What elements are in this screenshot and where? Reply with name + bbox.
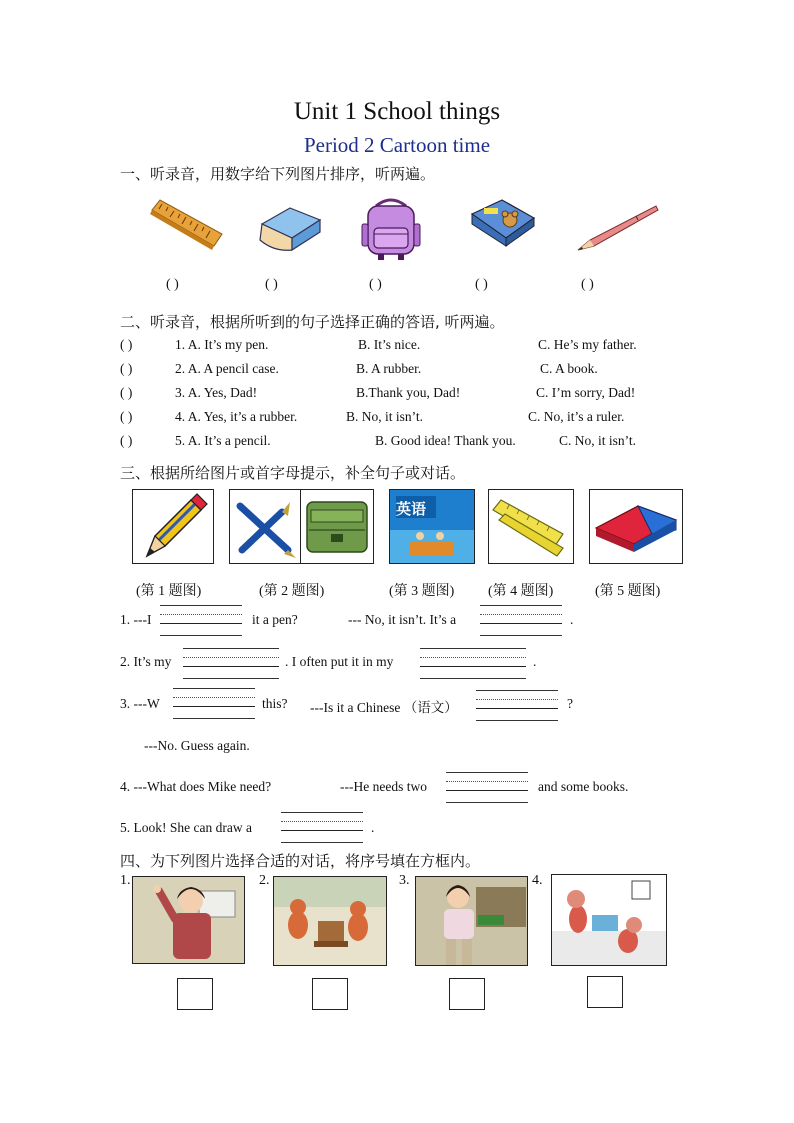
q2-blank-1[interactable] [183, 648, 279, 679]
caption-1: (第 1 题图) [136, 584, 202, 599]
q4-blank[interactable] [446, 772, 528, 803]
choice-a-2: 2. A. A pencil case. [175, 361, 279, 376]
choice-c-1: C. He’s my father. [538, 337, 637, 352]
choice-a-3: 3. A. Yes, Dad! [175, 385, 258, 400]
q3-prefix: 3. ---W [120, 696, 160, 711]
q3-middle: this? [262, 696, 288, 711]
choice-paren-1[interactable]: ( ) [120, 337, 133, 352]
caption-3: (第 3 题图) [389, 584, 455, 599]
q3-blank-1[interactable] [173, 688, 255, 719]
q2-middle: . I often put it in my [285, 654, 394, 669]
caption-2: (第 2 题图) [259, 584, 325, 599]
schoolbag-picture [356, 194, 426, 264]
q1-blank-1[interactable] [160, 605, 242, 636]
dialogue-picture-3 [415, 876, 528, 966]
choice-paren-5[interactable]: ( ) [120, 433, 133, 448]
choice-a-1: 1. A. It’s my pen. [175, 337, 269, 352]
dialogue-picture-1 [132, 876, 245, 964]
choice-paren-3[interactable]: ( ) [120, 385, 133, 400]
choice-b-3: B.Thank you, Dad! [356, 385, 461, 400]
q1-answer: --- No, it isn’t. It’s a [348, 612, 457, 627]
picture-number-2: 2. [259, 873, 270, 888]
q1-middle: it a pen? [252, 612, 298, 627]
choice-b-4: B. No, it isn’t. [346, 409, 424, 424]
dialogue-picture-4 [551, 874, 667, 966]
dialogue-picture-2 [273, 876, 387, 966]
choice-c-4: C. No, it’s a ruler. [528, 409, 625, 424]
q4-answer: ---He needs two [340, 779, 427, 794]
question4-ruler-picture [488, 489, 574, 564]
pencil-case-picture [466, 194, 538, 250]
question2-pencil-case-picture [300, 489, 374, 564]
section1-heading: 一、听录音，用数字给下列图片排序，听两遍。 [120, 165, 436, 183]
rubber-picture [254, 200, 324, 255]
answer-paren-2[interactable]: ( ) [265, 277, 278, 292]
picture-number-3: 3. [399, 873, 410, 888]
question1-pencil-picture [132, 489, 214, 564]
picture-number-4: 4. [532, 873, 543, 888]
book-title: 英语 [396, 500, 427, 518]
question5-rubber-picture [589, 489, 683, 564]
q1-blank-2[interactable] [480, 605, 562, 636]
answer-paren-3[interactable]: ( ) [369, 277, 382, 292]
question2-pen-picture [229, 489, 301, 564]
choice-a-4: 4. A. Yes, it’s a rubber. [175, 409, 298, 424]
answer-paren-5[interactable]: ( ) [581, 277, 594, 292]
q1-end: . [570, 612, 574, 627]
q3-blank-2[interactable] [476, 690, 558, 721]
choice-c-5: C. No, it isn’t. [559, 433, 637, 448]
choice-c-2: C. A book. [540, 361, 598, 376]
section3-heading: 三、根据所给图片或首字母提示，补全句子或对话。 [120, 464, 466, 482]
answer-box-2[interactable] [312, 978, 348, 1010]
q4-question: 4. ---What does Mike need? [120, 779, 272, 794]
answer-box-1[interactable] [177, 978, 213, 1010]
q5-end: . [371, 820, 375, 835]
choice-b-2: B. A rubber. [356, 361, 422, 376]
answer-paren-1[interactable]: ( ) [166, 277, 179, 292]
question3-book-picture [389, 489, 475, 564]
section2-heading: 二、听录音，根据所听到的句子选择正确的答语, 听两遍。 [120, 313, 505, 331]
choice-c-3: C. I’m sorry, Dad! [536, 385, 636, 400]
section4-heading: 四、为下列图片选择合适的对话，将序号填在方框内。 [120, 852, 481, 870]
q3-reply: ---No. Guess again. [144, 738, 250, 753]
answer-paren-4[interactable]: ( ) [475, 277, 488, 292]
caption-4: (第 4 题图) [488, 584, 554, 599]
page-title: Unit 1 School things [293, 98, 501, 125]
answer-box-3[interactable] [449, 978, 485, 1010]
ruler-picture [148, 196, 224, 256]
q3-question: ---Is it a Chinese （语文） [310, 700, 458, 715]
q2-prefix: 2. It’s my [120, 654, 172, 669]
choice-paren-4[interactable]: ( ) [120, 409, 133, 424]
answer-box-4[interactable] [587, 976, 623, 1008]
q2-end: . [533, 654, 537, 669]
choice-a-5: 5. A. It’s a pencil. [175, 433, 271, 448]
q2-blank-2[interactable] [420, 648, 526, 679]
q4-end: and some books. [538, 779, 629, 794]
choice-paren-2[interactable]: ( ) [120, 361, 133, 376]
page-subtitle: Period 2 Cartoon time [303, 133, 491, 157]
picture-number-1: 1. [120, 873, 131, 888]
q3-end: ? [567, 696, 573, 711]
caption-5: (第 5 题图) [595, 584, 661, 599]
q1-prefix: 1. ---I [120, 612, 152, 627]
q5-blank[interactable] [281, 812, 363, 843]
pencil-picture [576, 200, 660, 256]
choice-b-1: B. It’s nice. [358, 337, 421, 352]
choice-b-5: B. Good idea! Thank you. [375, 433, 516, 448]
q5-sentence: 5. Look! She can draw a [120, 820, 252, 835]
